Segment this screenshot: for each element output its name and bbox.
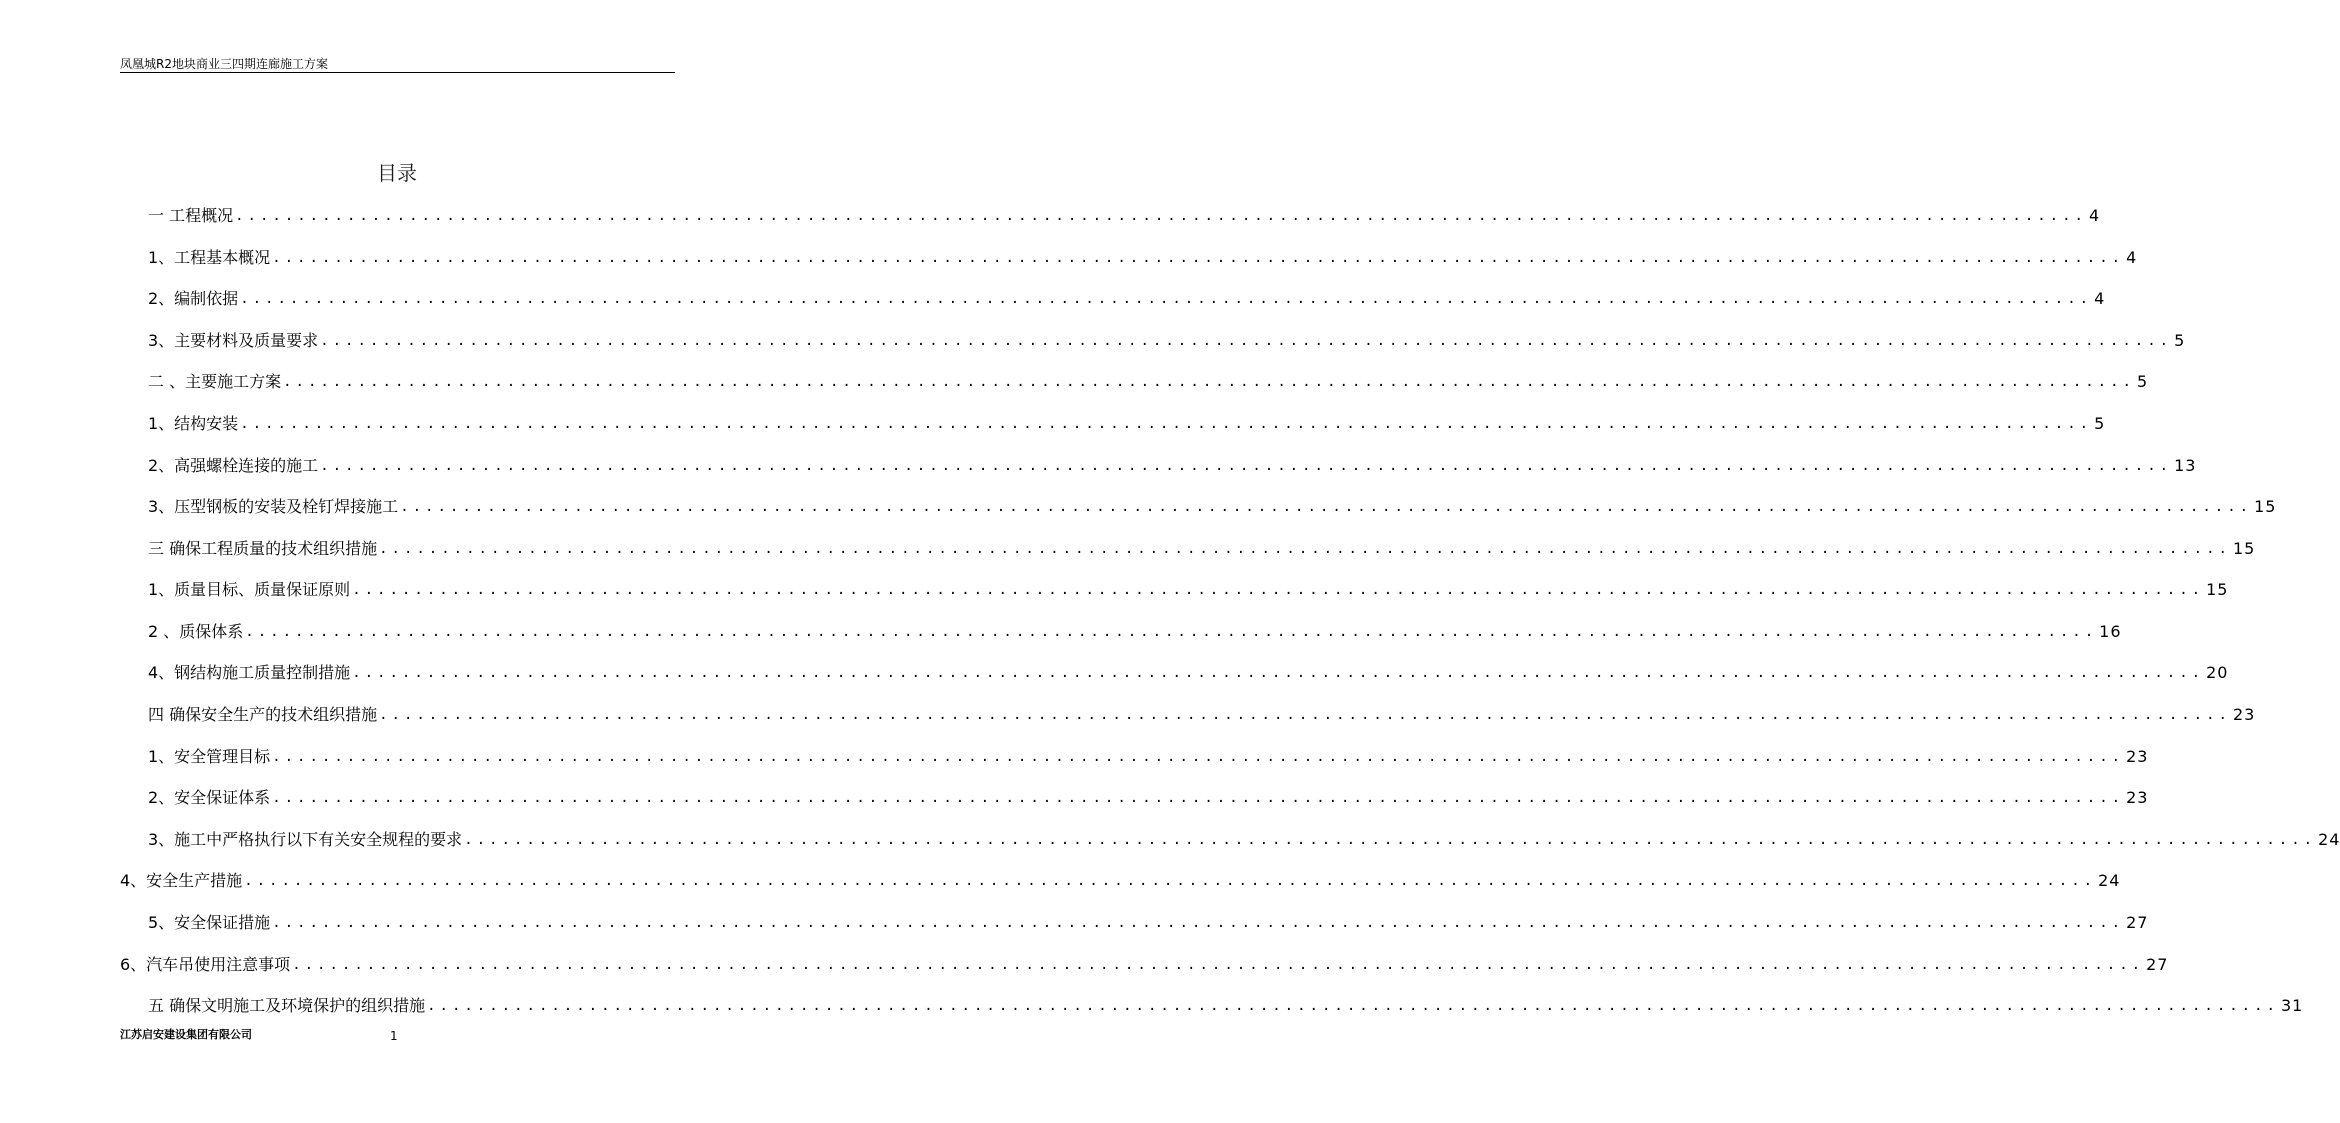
toc-dot-leader: ..................................................................................................................................................... xyxy=(245,624,2098,640)
toc-entry[interactable] xyxy=(148,620,2122,644)
toc-entry[interactable] xyxy=(148,412,2106,436)
toc-entry-text: 4、钢结构施工质量控制措施 xyxy=(148,663,351,682)
toc-entry[interactable] xyxy=(148,578,2229,602)
toc-page-number: 15 xyxy=(2206,580,2229,599)
toc-page-number: 27 xyxy=(2126,913,2149,932)
toc-page-number: 24 xyxy=(2318,830,2340,849)
toc-entry[interactable] xyxy=(120,953,2169,977)
toc-entry[interactable] xyxy=(148,745,2149,769)
toc-dot-leader: ..................................................................................................................................................... xyxy=(292,957,2145,973)
toc-dot-leader: ..................................................................................................................................................... xyxy=(272,749,2125,765)
toc-dot-leader: ..................................................................................................................................................... xyxy=(272,790,2125,806)
toc-dot-leader: ..................................................................................................................................................... xyxy=(320,333,2173,349)
running-header: 凤凰城R2地块商业三四期连廊施工方案 xyxy=(120,57,328,71)
toc-entry[interactable] xyxy=(148,246,2138,270)
toc-page-number: 13 xyxy=(2174,456,2197,475)
toc-entry[interactable] xyxy=(148,370,2149,394)
toc-entry[interactable] xyxy=(148,537,2256,561)
toc-dot-leader: ..................................................................................................................................................... xyxy=(235,208,2087,224)
toc-entry[interactable] xyxy=(148,828,2340,852)
footer-page-number: 1 xyxy=(390,1029,398,1043)
toc-dot-leader: ..................................................................................................................................................... xyxy=(283,374,2135,390)
toc-entry[interactable] xyxy=(148,661,2229,685)
toc-entry-text: 5、安全保证措施 xyxy=(148,913,271,932)
footer-company: 江苏启安建设集团有限公司 xyxy=(120,1028,252,1041)
toc-entry-text: 4、安全生产措施 xyxy=(120,871,243,890)
toc-entry-text: 二 、主要施工方案 xyxy=(148,372,282,391)
toc-page-number: 15 xyxy=(2232,539,2256,558)
toc-page-number: 24 xyxy=(2098,871,2121,890)
toc-entry-text: 1、结构安装 xyxy=(148,414,239,433)
toc-entry-text: 6、汽车吊使用注意事项 xyxy=(120,955,291,974)
toc-page-number: 5 xyxy=(2136,372,2149,391)
toc-page-number: 4 xyxy=(2088,206,2101,225)
toc-entry[interactable] xyxy=(148,911,2149,935)
toc-entry-text: 四 确保安全生产的技术组织措施 xyxy=(148,705,378,724)
toc-entry[interactable] xyxy=(120,869,2121,893)
toc-entry-text: 1、工程基本概况 xyxy=(148,248,271,267)
toc-dot-leader: ..................................................................................................................................................... xyxy=(272,250,2125,266)
toc-page-number: 16 xyxy=(2099,622,2122,641)
toc-entry-text: 2、编制依据 xyxy=(148,289,239,308)
toc-page-number: 23 xyxy=(2126,788,2149,807)
toc-entry-text: 3、施工中严格执行以下有关安全规程的要求 xyxy=(148,830,463,849)
toc-dot-leader: ..................................................................................................................................................... xyxy=(272,915,2125,931)
toc-entry-text: 3、主要材料及质量要求 xyxy=(148,331,319,350)
toc-entry[interactable] xyxy=(148,786,2149,810)
toc-dot-leader: ..................................................................................................................................................... xyxy=(427,998,2279,1014)
toc-dot-leader: ..................................................................................................................................................... xyxy=(379,541,2231,557)
toc-entry-text: 1、质量目标、质量保证原则 xyxy=(148,580,351,599)
toc-entry[interactable] xyxy=(148,703,2256,727)
toc-page-number: 23 xyxy=(2232,705,2256,724)
toc-entry-text: 1、安全管理目标 xyxy=(148,747,271,766)
toc-page-number: 5 xyxy=(2174,331,2186,350)
toc-entry-text: 2、高强螺栓连接的施工 xyxy=(148,456,319,475)
toc-entry[interactable] xyxy=(148,994,2304,1018)
toc-page-number: 4 xyxy=(2094,289,2106,308)
toc-entry-text: 2 、质保体系 xyxy=(148,622,244,641)
toc-title: 目录 xyxy=(377,161,417,185)
toc-dot-leader: ..................................................................................................................................................... xyxy=(320,458,2173,474)
toc-dot-leader: ..................................................................................................................................................... xyxy=(352,582,2205,598)
toc-page-number: 27 xyxy=(2146,955,2169,974)
toc-dot-leader: ..................................................................................................................................................... xyxy=(352,665,2205,681)
toc-entry[interactable] xyxy=(148,454,2197,478)
toc-entry-text: 3、压型钢板的安装及栓钉焊接施工 xyxy=(148,497,399,516)
toc-dot-leader: ..................................................................................................................................................... xyxy=(464,832,2317,848)
toc-entry[interactable] xyxy=(148,204,2101,228)
toc-entry[interactable] xyxy=(148,495,2277,519)
toc-entry[interactable] xyxy=(148,329,2186,353)
toc-dot-leader: ..................................................................................................................................................... xyxy=(379,707,2231,723)
toc-dot-leader: ..................................................................................................................................................... xyxy=(240,416,2093,432)
toc-entry-text: 五 确保文明施工及环境保护的组织措施 xyxy=(148,996,426,1015)
toc-entry-text: 2、安全保证体系 xyxy=(148,788,271,807)
toc-dot-leader: ..................................................................................................................................................... xyxy=(240,291,2093,307)
toc-entry-text: 三 确保工程质量的技术组织措施 xyxy=(148,539,378,558)
toc-page-number: 5 xyxy=(2094,414,2106,433)
toc-dot-leader: ..................................................................................................................................................... xyxy=(400,499,2253,515)
toc-dot-leader: ..................................................................................................................................................... xyxy=(244,873,2097,889)
toc-page-number: 4 xyxy=(2126,248,2138,267)
toc-entry-text: 一 工程概况 xyxy=(148,206,234,225)
toc-entry[interactable] xyxy=(148,287,2106,311)
toc-page-number: 20 xyxy=(2206,663,2229,682)
toc-page-number: 23 xyxy=(2126,747,2149,766)
toc-page-number: 15 xyxy=(2254,497,2277,516)
toc-page-number: 31 xyxy=(2280,996,2304,1015)
